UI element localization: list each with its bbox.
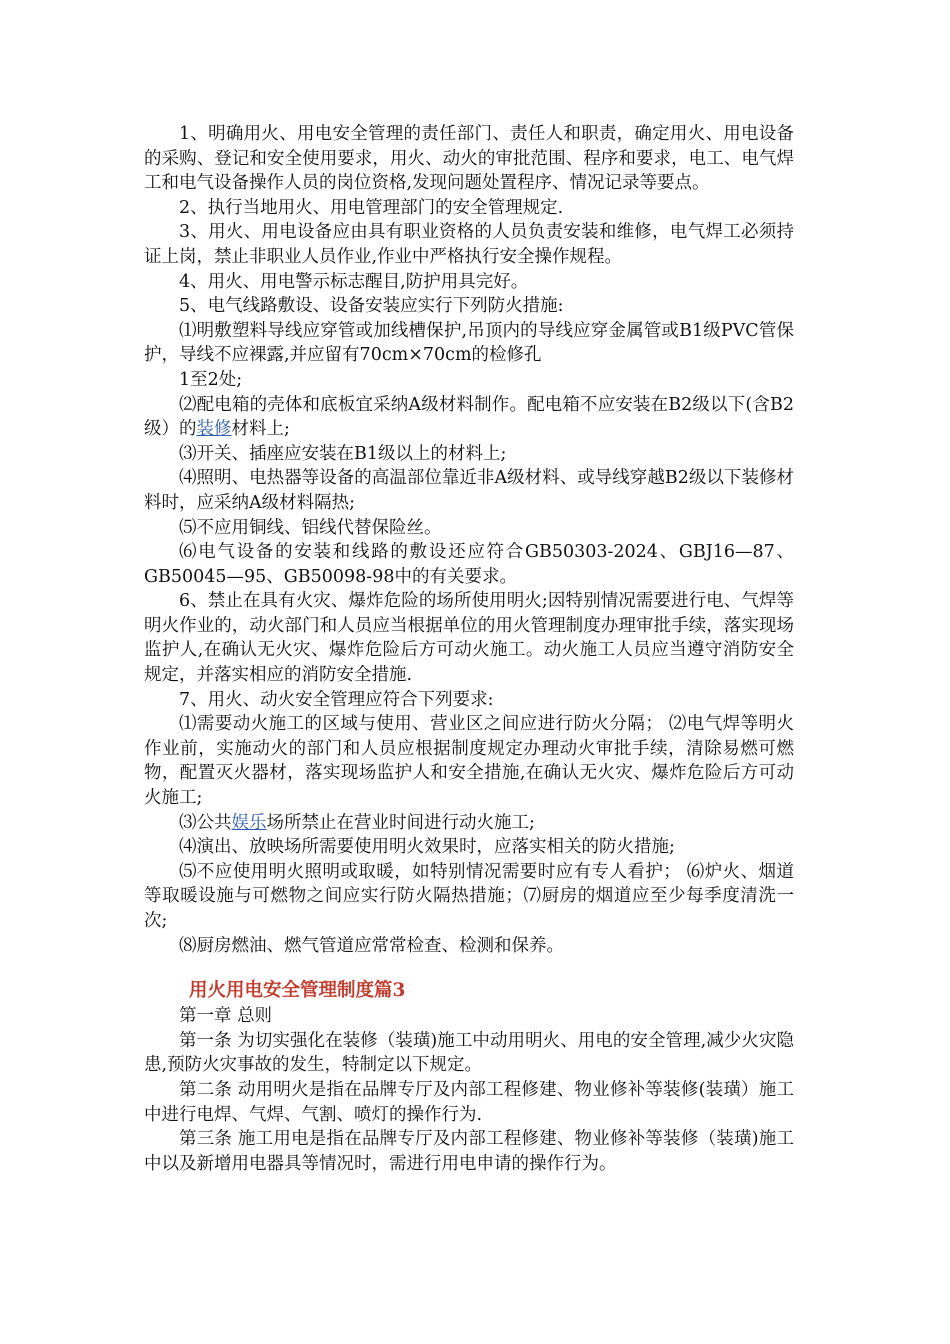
entertainment-link[interactable]: 娱乐 [231, 812, 267, 833]
article-1: 第一条 为切实强化在装修（装璜)施工中动用明火、用电的安全管理,减少火灾隐患,预防火灾事故的发生，特制定以下规定。 [144, 1030, 794, 1076]
paragraph-8-text-b: 材料上; [231, 419, 290, 440]
paragraph-15: ⑴需要动火施工的区域与使用、营业区之间应进行防火分隔； ⑵电气焊等明火作业前，实施动火的部门和人员应根据制度规定办理动火审批手续，清除易燃可燃物，配置灭火器材，落实现场监护人和安全措施,在确认无火灾、爆炸危险后方可动火施工; [144, 714, 794, 809]
paragraph-14: 7、用火、动火安全管理应符合下列要求: [179, 689, 494, 710]
paragraph-16 [144, 811, 794, 836]
paragraph-18: ⑸不应使用明火照明或取暖，如特别情况需要时应有专人看护； ⑹炉火、烟道等取暖设施与可燃物之间应实行防火隔热措施；⑺厨房的烟道应至少每季度清洗一次; [144, 861, 794, 931]
section-heading: 用火用电安全管理制度篇3 [189, 980, 406, 1002]
paragraph-3: 3、用火、用电设备应由具有职业资格的人员负责安装和维修，电气焊工必须持证上岗，禁止非职业人员作业,作业中严格执行安全操作规程。 [144, 222, 794, 267]
paragraph-10: ⑷照明、电热器等设备的高温部位靠近非A级材料、或导线穿越B2级以下装修材料时，应采纳A级材料隔热; [144, 468, 794, 513]
paragraph-11: ⑸不应用铜线、铝线代替保险丝。 [179, 517, 442, 538]
paragraph-9: ⑶开关、插座应安装在B1级以上的材料上; [179, 443, 507, 464]
paragraph-17: ⑷演出、放映场所需要使用明火效果时，应落实相关的防火措施; [179, 837, 675, 858]
paragraph-16-text-b: 场所禁止在营业时间进行动火施工; [266, 812, 535, 833]
paragraph-6: ⑴明敷塑料导线应穿管或加线槽保护,吊顶内的导线应穿金属管或B1级PVC管保护，导线不应裸露,并应留有70cm×70cm的检修孔 [144, 320, 794, 366]
paragraph-7: 1至2处; [179, 369, 243, 390]
paragraph-2: 2、执行当地用火、用电管理部门的安全管理规定. [179, 197, 564, 218]
article-3: 第三条 施工用电是指在品牌专厅及内部工程修建、物业修补等装修（装璜)施工中以及新增用电器具等情况时，需进行用电申请的操作行为。 [144, 1129, 794, 1174]
paragraph-8 [144, 393, 794, 442]
paragraph-5: 5、电气线路敷设、设备安装应实行下列防火措施: [179, 296, 564, 317]
paragraph-1: 1、明确用火、用电安全管理的责任部门、责任人和职责，确定用火、用电设备的采购、登记和安全使用要求，用火、动火的审批范围、程序和要求，电工、电气焊工和电气设备操作人员的岗位资格,发现问题处置程序、情况记录等要点。 [144, 124, 794, 194]
section-spacer [144, 958, 794, 978]
article-2: 第二条 动用明火是指在品牌专厅及内部工程修建、物业修补等装修(装璜）施工中进行电焊、气焊、气割、喷灯的操作行为. [144, 1079, 794, 1125]
document-page [144, 122, 794, 1176]
paragraph-12: ⑹电气设备的安装和线路的敷设还应符合GB50303-2024、GBJ16—87、GB50045—95、GB50098-98中的有关要求。 [144, 542, 794, 587]
decoration-link[interactable]: 装修 [196, 419, 232, 440]
chapter-title: 第一章 总则 [179, 1006, 273, 1027]
paragraph-8-text-a: ⑵配电箱的壳体和底板宜采纳A级材料制作。配电箱不应安装在B2级以下(含B2级）的 [144, 394, 794, 440]
paragraph-16-text-a: ⑶公共 [179, 812, 232, 833]
paragraph-4: 4、用火、用电警示标志醒目,防护用具完好。 [179, 271, 529, 292]
paragraph-19: ⑻厨房燃油、燃气管道应常常检查、检测和保养。 [179, 935, 564, 956]
paragraph-13: 6、禁止在具有火灾、爆炸危险的场所使用明火;因特别情况需要进行电、气焊等明火作业的，动火部门和人员应当根据单位的用火管理制度办理审批手续，落实现场监护人,在确认无火灾、爆炸危险后方可动火施工。动火施工人员应当遵守消防安全规定，并落实相应的消防安全措施. [144, 591, 794, 686]
